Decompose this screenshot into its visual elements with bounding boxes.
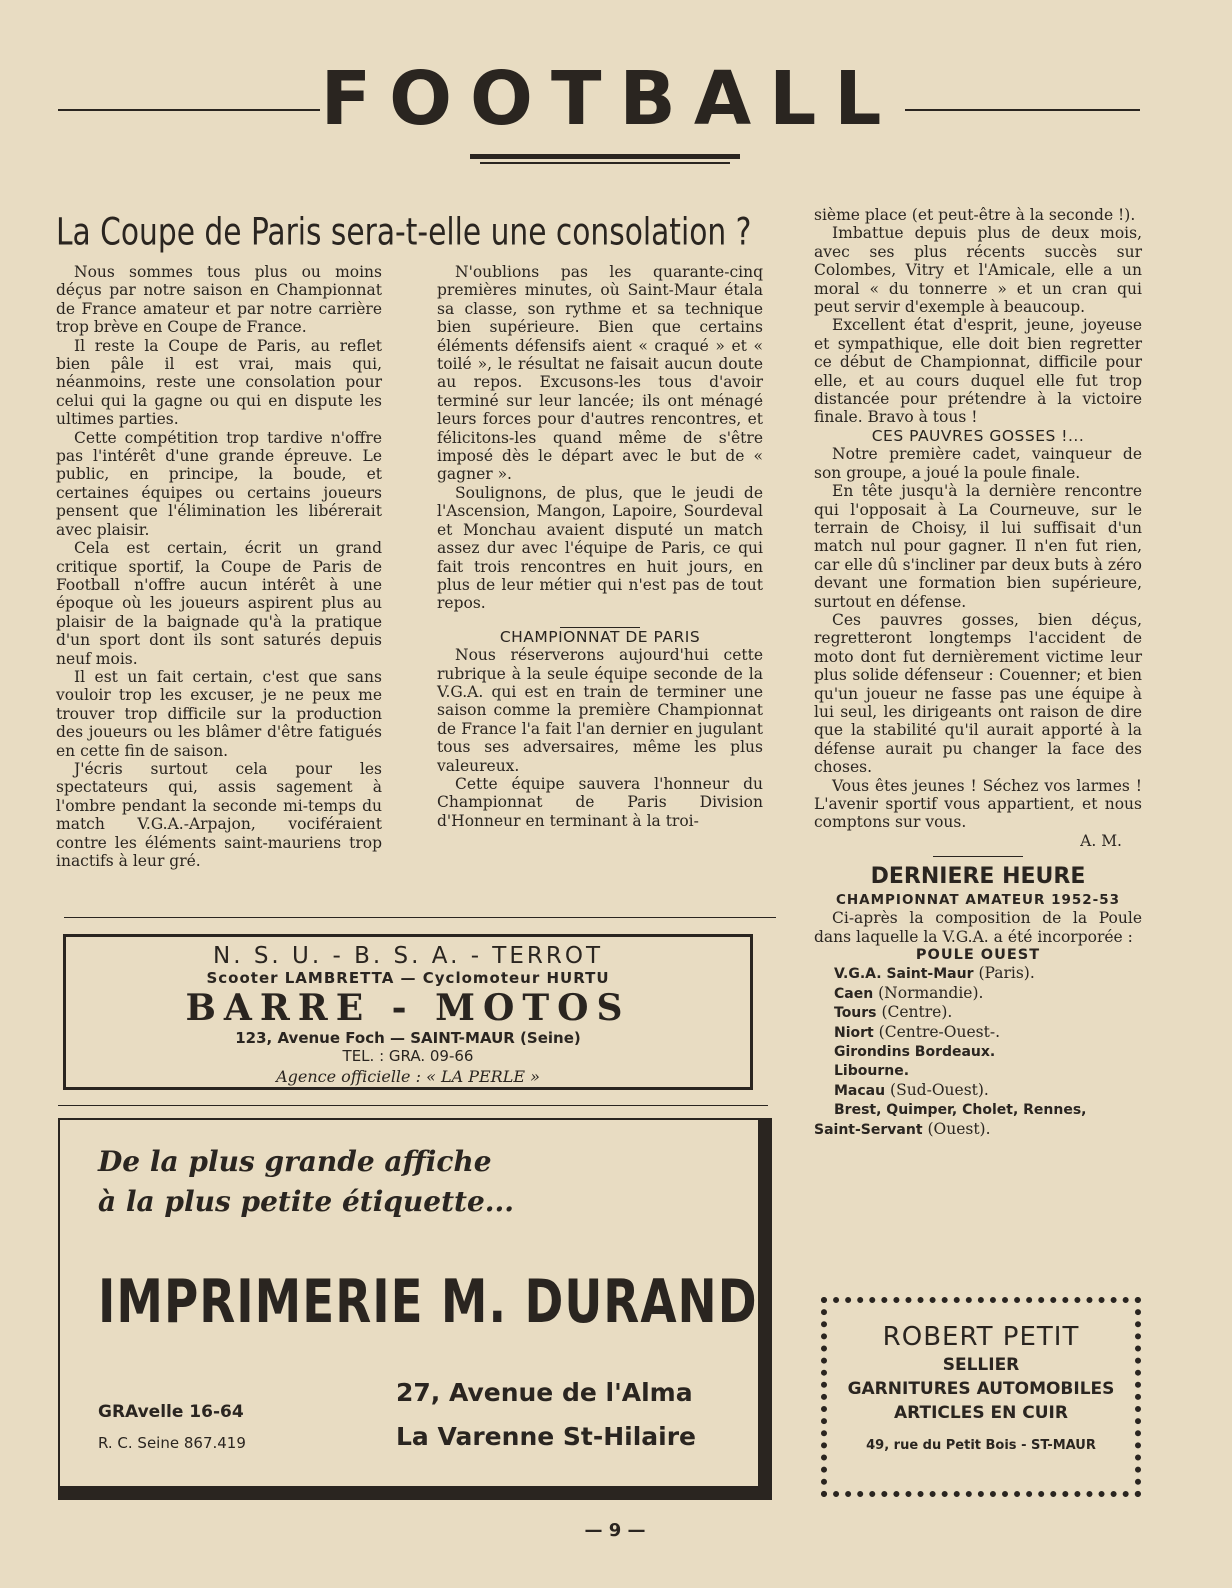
paragraph: Soulignons, de plus, que le jeudi de l'Ascension, Mangon, Lapoire, Sourdeval et Monchau avaient disputé un match assez dur avec l'équipe de Paris, ce qui fait trois rencontres en huit jours, en plus de leur métier qui n'est pas de tout repos. [437,483,763,613]
title-underline [470,154,740,159]
paragraph: N'oublions pas les quarante-cinq premières minutes, où Saint-Maur étala sa classe, son rythme et sa technique bien supérieure. Bien que certains éléments défensifs aient « craqué » et « toilé », le résultat ne faisait aucun doute au repos. Excusons-les tous d'avoir terminé sur leur lancée; ils ont ménagé leurs forces pour d'autres rencontres, et félicitons-les quand même de s'être imposé dès le départ avec le but de « gagner ». [437,263,763,484]
ad-imprimerie-durand [58,1118,772,1500]
team-entry: V.G.A. Saint-Maur (Paris). [834,964,1035,983]
subheading-championnat-paris: CHAMPIONNAT DE PARIS [499,627,701,646]
ad-line: ARTICLES EN CUIR [894,1403,1068,1423]
ad-company-name: IMPRIMERIE M. DURAND [98,1268,758,1337]
team-entry: Tours (Centre). [834,1003,953,1022]
ad-line: GARNITURES AUTOMOBILES [847,1379,1115,1399]
ad-robert-petit [821,1297,1141,1497]
author-signature: A. M. [1080,831,1122,850]
paragraph: Cette compétition trop tardive n'offre pas l'intérêt d'une grande épreuve. Le public, en principe, la boude, et certaines équipes ou certains joueurs pensent que l'élimination les libérerait avec plaisir. [56,428,382,539]
ad-name: ROBERT PETIT [882,1322,1080,1352]
team-entry: Brest, Quimper, Cholet, Rennes, [834,1102,1087,1119]
team-entry: Saint-Servant (Ouest). [814,1119,991,1138]
ad-tagline: De la plus grande affiche à la plus petite étiquette... [98,1145,515,1218]
section-title: FOOTBALL [320,56,900,142]
ad-shop-name: BARRE - MOTOS [185,987,631,1029]
team-entry: Macau (Sud-Ouest). [834,1080,989,1099]
team-entry: Caen (Normandie). [834,983,984,1002]
paragraph: Cela est certain, écrit un grand critique sportif, la Coupe de Paris de Football n'offre aucun intérêt à une époque où les joueurs aspirent plus au plaisir de la baignade qu'à la pratique d'un sport dont ils sont saturés depuis neuf mois. [56,539,382,668]
ad-brands: N. S. U. - B. S. A. - TERROT [213,943,603,969]
ad-phone: TEL. : GRA. 09-66 [342,1047,474,1065]
ad-agency: Agence officielle : « LA PERLE » [276,1067,540,1086]
page-number: — 9 — [584,1520,646,1541]
paragraph: Il est un fait certain, c'est que sans vouloir trop les excuser, je ne peux me trouver trop difficile sur la production des joueurs ou les blâmer d'être fatigués en cette fin de saison. [56,667,382,760]
ad-barre-motos [63,934,753,1090]
derniere-heure-title: DERNIERE HEURE [870,864,1086,890]
poule-heading: POULE OUEST [915,947,1041,964]
subheading-pauvres-gosses: CES PAUVRES GOSSES !... [871,426,1085,445]
title-underline-thin [480,162,730,164]
article-column-3 [814,206,1142,1139]
paragraph: Notre première cadet, vainqueur de son groupe, a joué la poule finale. [814,445,1142,482]
ad-registration: R. C. Seine 867.419 [98,1434,246,1452]
paragraph: sième place (et peut-être à la seconde !). [814,206,1136,224]
paragraph: Ces pauvres gosses, bien déçus, regretteront longtemps l'accident de moto dont fut dernièrement victime leur plus solide défenseur : Couenner; et bien qu'un joueur ne fasse pas une équipe à lui seul, les dirigeants ont raison de dire que la stabilité qu'il aurait apporté à la défense aurait pu changer la face des choses. [814,610,1142,777]
paragraph: Il reste la Coupe de Paris, au reflet bien pâle il est vrai, mais qui, néanmoins, reste une consolation pour celui qui la gagne ou qui en dispute les ultimes parties. [56,336,382,429]
paragraph: Vous êtes jeunes ! Séchez vos larmes ! L'avenir sportif vous appartient, et nous comptons sur vous. [814,776,1142,832]
paragraph: Nous réserverons aujourd'hui cette rubrique à la seule équipe seconde de la V.G.A. qui est en train de terminer une saison comme la première Championnat de France l'a fait l'an dernier en jugulant tous ses adversaires, même les plus valeureux. [437,646,763,775]
derniere-heure-intro: Ci-après la composition de la Poule dans laquelle la V.G.A. a été incorporée : [814,909,1142,946]
paragraph: Excellent état d'esprit, jeune, joyeuse et sympathique, elle doit bien regretter ce début de Championnat, difficile pour elle, et au cours duquel elle fut trop distancée pour prétendre à la victoire finale. Bravo à tous ! [814,316,1142,427]
ad-scooter: Scooter LAMBRETTA — Cyclomoteur HURTU [206,969,610,987]
header-rule-right [905,109,1140,111]
paragraph: Imbattue depuis plus de deux mois, avec ses plus récents succès sur Colombes, Vitry et l'Amicale, elle a un moral « du tonnerre » et un cran qui peut servir d'exemple à beaucoup. [814,224,1142,317]
section-rule [933,856,1023,857]
article-column-2 [437,263,763,830]
team-entry: Girondins Bordeaux. [834,1044,996,1061]
article-column-1 [56,263,382,870]
header-rule-left [58,109,320,111]
paragraph: En tête jusqu'à la dernière rencontre qui l'opposait à La Courneuve, sur le terrain de Choisy, il lui suffisait d'un match nul pour gagner. Il n'en fut rien, car elle dû s'incliner par deux buts à zéro devant une formation bien supérieure, surtout en défense. [814,482,1142,611]
ad-address: 49, rue du Petit Bois - ST-MAUR [866,1438,1096,1453]
ad-line: SELLIER [942,1355,1020,1375]
team-entry: Niort (Centre-Ouest-. [834,1022,1000,1041]
article-divider [64,917,776,918]
ad-address: 123, Avenue Foch — SAINT-MAUR (Seine) [235,1029,581,1047]
derniere-heure-subtitle: CHAMPIONNAT AMATEUR 1952-53 [835,892,1121,909]
paragraph: Nous sommes tous plus ou moins déçus par notre saison en Championnat de France amateur et par notre carrière trop brève en Coupe de France. [56,263,382,337]
paragraph: Cette équipe sauvera l'honneur du Championnat de Paris Division d'Honneur en terminant à la troi- [437,774,763,830]
ad-divider [58,1105,768,1106]
paragraph: J'écris surtout cela pour les spectateurs qui, assis sagement à l'ombre pendant la seconde mi-temps du match V.G.A.-Arpajon, vociféraient contre les éléments saint-mauriens trop inactifs à leur gré. [56,759,382,870]
ad-address-town: La Varenne St-Hilaire [396,1422,697,1451]
team-entry: Libourne. [834,1063,910,1080]
ad-address-street: 27, Avenue de l'Alma [396,1378,693,1407]
article-title: La Coupe de Paris sera-t-elle une consolation ? [56,210,752,254]
ad-phone: GRAvelle 16-64 [98,1402,244,1422]
